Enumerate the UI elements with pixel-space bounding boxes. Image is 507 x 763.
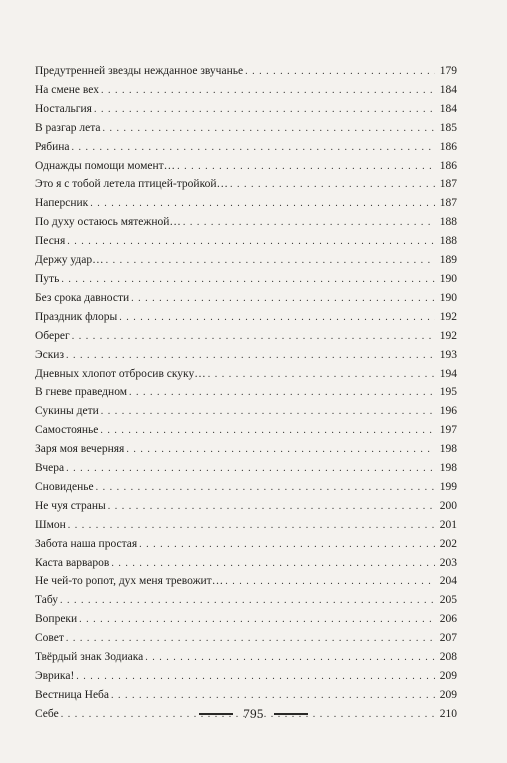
toc-entry (35, 497, 457, 516)
toc-entry-title: По духу остаюсь мятежной… (35, 216, 181, 229)
toc-dot-leader (139, 536, 435, 555)
toc-entry-page: 197 (439, 424, 457, 437)
toc-entry-page: 192 (439, 310, 457, 323)
toc-entry (35, 610, 457, 629)
toc-entry (35, 270, 457, 289)
toc-dot-leader (76, 668, 435, 687)
toc-entry-title: Себе (35, 707, 59, 720)
toc-entry (35, 232, 457, 251)
toc-entry-title: Не чуя страны (35, 499, 106, 512)
toc-entry-page: 193 (439, 348, 457, 361)
toc-dot-leader (111, 555, 435, 574)
toc-entry-title: Табу (35, 594, 59, 607)
toc-dot-leader (94, 101, 435, 120)
toc-entry-title: В гневе праведном (35, 386, 127, 399)
toc-entry (35, 62, 457, 81)
toc-entry-page: 203 (439, 556, 457, 569)
toc-dot-leader (66, 460, 435, 479)
toc-dot-leader (96, 479, 435, 498)
toc-entry-page: 194 (439, 367, 457, 380)
toc-entry-page: 186 (439, 159, 457, 172)
toc-entry (35, 459, 457, 478)
toc-dot-leader (66, 630, 435, 649)
toc-entry-title: Это я с тобой летела птицей-тройкой… (35, 178, 228, 191)
toc-entry-title: Предутренней звезды нежданное звучанье (35, 65, 244, 77)
toc-dot-leader (245, 63, 435, 82)
toc-entry-page: 209 (439, 670, 457, 682)
toc-entry-page: 198 (439, 443, 457, 456)
toc-entry (35, 648, 457, 667)
toc-entry-title: Песня (35, 235, 66, 248)
toc-entry-title: Однажды помощи момент… (35, 159, 176, 172)
toc-dot-leader (230, 176, 435, 195)
toc-dot-leader (101, 82, 435, 101)
toc-dot-leader (66, 347, 435, 366)
toc-dot-leader (106, 252, 435, 271)
toc-entry-title: Вестница Неба (35, 688, 109, 701)
toc-entry-page: 200 (439, 499, 457, 512)
toc-dot-leader (61, 271, 435, 290)
toc-entry-page: 201 (439, 518, 457, 531)
table-of-contents (35, 62, 457, 724)
toc-entry-page: 210 (439, 707, 457, 720)
toc-entry (35, 402, 457, 421)
toc-entry-page: 198 (439, 462, 457, 475)
toc-entry-page: 187 (439, 197, 457, 210)
toc-entry (35, 421, 457, 440)
toc-entry (35, 686, 457, 705)
toc-entry-title: Вчера (35, 462, 65, 475)
toc-dot-leader (108, 498, 435, 517)
toc-dot-leader (72, 328, 435, 347)
toc-entry-title: Праздник флоры (35, 310, 118, 323)
toc-entry (35, 308, 457, 327)
toc-entry-title: Держу удар… (35, 254, 104, 267)
toc-dot-leader (119, 309, 435, 328)
toc-entry-title: Оберег (35, 329, 70, 342)
toc-entry (35, 175, 457, 194)
toc-dot-leader (101, 403, 435, 422)
footer-rule-left (199, 713, 233, 714)
toc-entry-page: 185 (439, 121, 457, 134)
toc-entry (35, 119, 457, 138)
page-footer (0, 706, 507, 722)
toc-entry (35, 516, 457, 535)
toc-entry-page: 196 (439, 405, 457, 418)
toc-entry (35, 629, 457, 648)
toc-dot-leader (131, 290, 435, 309)
toc-entry-title: Ностальгия (35, 102, 92, 115)
toc-entry-title: Каста варваров (35, 556, 110, 569)
toc-dot-leader (68, 517, 435, 536)
toc-entry-title: Самостоянье (35, 424, 99, 437)
toc-entry-title: Не чей-то ропот, дух меня тревожит… (35, 575, 224, 588)
toc-dot-leader (145, 649, 435, 668)
toc-entry-page: 190 (439, 272, 457, 285)
toc-entry-page: 192 (439, 329, 457, 342)
toc-entry-title: Рябина (35, 140, 70, 153)
toc-entry-page: 190 (439, 291, 457, 304)
toc-entry (35, 554, 457, 573)
toc-dot-leader (183, 214, 435, 233)
toc-entry-title: Без срока давности (35, 291, 130, 304)
toc-dot-leader (103, 120, 435, 139)
toc-dot-leader (72, 139, 435, 158)
toc-entry (35, 194, 457, 213)
toc-entry (35, 100, 457, 119)
toc-entry (35, 251, 457, 270)
toc-entry-title: Вопреки (35, 613, 78, 626)
toc-entry (35, 572, 457, 591)
toc-entry (35, 346, 457, 365)
toc-entry-page: 179 (439, 65, 457, 77)
toc-entry-page: 188 (439, 235, 457, 248)
toc-entry-title: Сновиденье (35, 480, 94, 493)
toc-entry-title: Дневных хлопот отбросив скуку… (35, 367, 206, 380)
toc-entry (35, 440, 457, 459)
toc-entry-title: Забота наша простая (35, 537, 138, 550)
toc-entry (35, 478, 457, 497)
toc-entry-page: 195 (439, 386, 457, 399)
toc-entry-title: Эскиз (35, 348, 64, 361)
toc-entry (35, 213, 457, 232)
toc-entry (35, 81, 457, 100)
toc-entry-title: На смене вех (35, 83, 99, 96)
toc-entry (35, 138, 457, 157)
toc-entry-title: Наперсник (35, 197, 89, 210)
toc-entry-page: 207 (439, 632, 457, 645)
toc-dot-leader (79, 611, 435, 630)
toc-entry-page: 186 (439, 140, 457, 153)
toc-entry-page: 206 (439, 613, 457, 626)
toc-entry-page: 209 (439, 688, 457, 701)
toc-entry-title: В разгар лета (35, 121, 101, 134)
toc-entry-page: 202 (439, 537, 457, 550)
toc-entry (35, 667, 457, 686)
toc-entry (35, 157, 457, 176)
toc-entry (35, 289, 457, 308)
toc-entry (35, 327, 457, 346)
toc-entry (35, 383, 457, 402)
toc-entry-title: Заря моя вечерняя (35, 443, 125, 456)
toc-entry-page: 199 (439, 480, 457, 493)
toc-entry-page: 184 (439, 83, 457, 96)
toc-dot-leader (60, 592, 435, 611)
toc-dot-leader (111, 687, 435, 706)
toc-dot-leader (129, 384, 435, 403)
page-number: 795 (243, 706, 264, 721)
toc-dot-leader (100, 422, 435, 441)
toc-entry-title: Твёрдый знак Зодиака (35, 651, 144, 664)
toc-dot-leader (225, 573, 435, 592)
toc-entry-page: 187 (439, 178, 457, 191)
footer-rule-right (274, 713, 308, 714)
toc-entry-title: Сукины дети (35, 405, 99, 418)
toc-entry-title: Эврика! (35, 670, 75, 682)
toc-entry (35, 535, 457, 554)
toc-entry (35, 591, 457, 610)
toc-entry-page: 188 (439, 216, 457, 229)
toc-entry (35, 365, 457, 384)
toc-dot-leader (208, 366, 435, 385)
toc-dot-leader (177, 158, 435, 177)
toc-dot-leader (126, 441, 435, 460)
toc-entry-page: 204 (439, 575, 457, 588)
toc-dot-leader (90, 195, 435, 214)
toc-entry-title: Путь (35, 272, 60, 285)
toc-entry-page: 184 (439, 102, 457, 115)
toc-dot-leader (67, 233, 435, 252)
toc-entry-page: 205 (439, 594, 457, 607)
toc-entry-title: Шмон (35, 518, 66, 531)
toc-entry-title: Совет (35, 632, 64, 645)
toc-entry-page: 208 (439, 651, 457, 664)
toc-entry-page: 189 (439, 254, 457, 267)
